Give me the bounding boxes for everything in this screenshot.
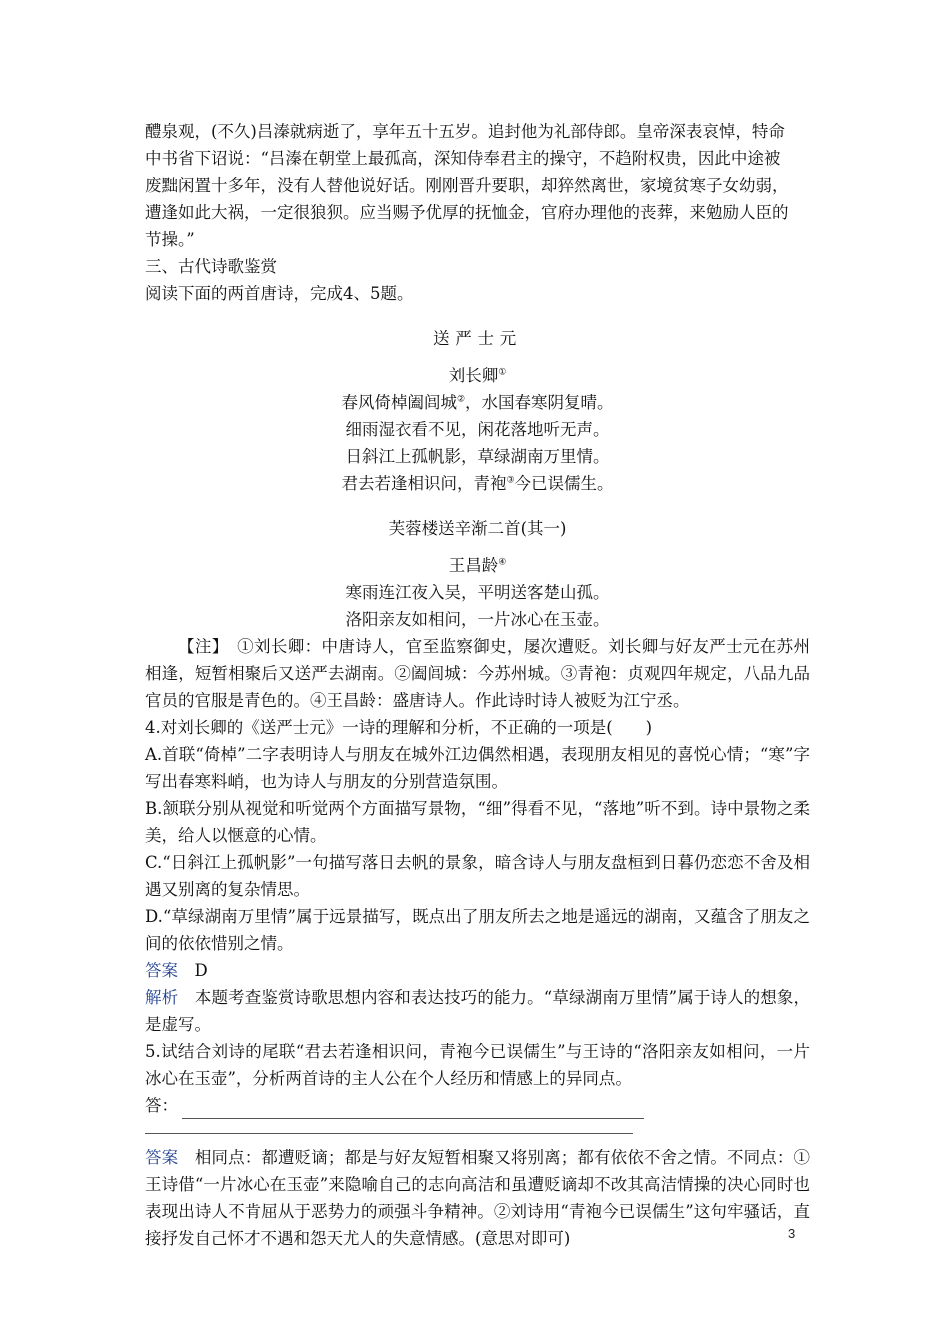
poem-2 xyxy=(145,515,810,633)
answer-blank-line[interactable] xyxy=(182,1102,644,1119)
question-4 xyxy=(145,714,810,1038)
footnote-marker: ③ xyxy=(506,475,515,486)
poem-1-line-2: 细雨湿衣看不见，闲花落地听无声。 xyxy=(345,420,610,439)
poem-2-line-2: 洛阳亲友如相问，一片冰心在玉壶。 xyxy=(345,610,610,629)
footnote-marker: ① xyxy=(498,367,507,378)
section-heading: 三、古代诗歌鉴赏 xyxy=(145,257,277,276)
notes-paragraph: 【注】 ①刘长卿：中唐诗人，官至监察御史，屡次遭贬。刘长卿与好友严士元在苏州相逢，短暂相聚后又送严去湖南。②阖闾城：今苏州城。③青袍：贞观四年规定，八品九品官员的官服是青色的。④王昌龄：盛唐诗人。作此诗时诗人被贬为江宁丞。 xyxy=(145,637,810,710)
question-5-answer xyxy=(145,1144,810,1252)
footnote-marker: ② xyxy=(456,394,466,405)
poem-text: 今已误儒生。 xyxy=(514,474,614,493)
question-4-stem: 4.对刘长卿的《送严士元》一诗的理解和分析，不正确的一项是( ) xyxy=(145,718,653,737)
answer-value: D xyxy=(194,961,208,980)
option-a: A.首联“倚棹”二字表明诗人与朋友在城外江边偶然相遇，表现朋友相见的喜悦心情；“寒”字写出春寒料峭，也为诗人与朋友的分别营造氛围。 xyxy=(145,745,810,791)
answer-prompt-row xyxy=(145,1092,810,1119)
poem-1-author xyxy=(145,362,810,389)
page-number: 3 xyxy=(788,1226,796,1241)
footnote-marker: ④ xyxy=(498,557,507,568)
question-5-stem: 5.试结合刘诗的尾联“君去若逢相识问，青袍今已误儒生”与王诗的“洛阳亲友如相问，一片冰心在玉壶”，分析两首诗的主人公在个人经历和情感上的异同点。 xyxy=(145,1042,810,1088)
option-c: C.“日斜江上孤帆影”一句描写落日去帆的景象，暗含诗人与朋友盘桓到日暮仍恋恋不舍及相遇又别离的复杂情思。 xyxy=(145,853,810,899)
answer-label: 答案 xyxy=(145,961,178,980)
poem-1-line-3: 日斜江上孤帆影，草绿湖南万里情。 xyxy=(345,447,610,466)
poem-1-author-name: 刘长卿 xyxy=(448,366,499,385)
continuation-paragraph xyxy=(145,118,810,253)
question-4-analysis xyxy=(145,984,810,1038)
question-5 xyxy=(145,1038,810,1252)
paragraph-line: 废黜闲置十多年，没有人替他说好话。刚刚晋升要职，却猝然离世，家境贫寒子女幼弱， xyxy=(145,176,789,195)
option-b: B.颔联分别从视觉和听觉两个方面描写景物，“细”得看不见，“落地”听不到。诗中景物之柔美，给人以惬意的心情。 xyxy=(145,799,810,845)
answer-blank-line-2[interactable] xyxy=(145,1133,633,1134)
analysis-text: 本题考查鉴赏诗歌思想内容和表达技巧的能力。“草绿湖南万里情”属于诗人的想象，是虚写。 xyxy=(145,988,811,1034)
poem-text: 君去若逢相识问，青袍 xyxy=(341,474,507,493)
analysis-label: 解析 xyxy=(145,988,179,1007)
poem-1 xyxy=(145,325,810,497)
poem-2-author-name: 王昌龄 xyxy=(448,556,499,575)
paragraph-line: 中书省下诏说：“吕溱在朝堂上最孤高，深知侍奉君主的操守，不趋附权贵，因此中途被 xyxy=(145,149,781,168)
question-4-answer xyxy=(145,957,810,984)
answer-label: 答案 xyxy=(145,1148,179,1167)
option-d: D.“草绿湖南万里情”属于远景描写，既点出了朋友所去之地是遥远的湖南，又蕴含了朋友之间的依依惜别之情。 xyxy=(145,907,810,953)
poem-text: ，水国春寒阴复晴。 xyxy=(465,393,614,412)
poem-2-title: 芙蓉楼送辛渐二首(其一) xyxy=(388,519,567,538)
poem-1-line-1 xyxy=(145,389,810,416)
poem-1-line-4 xyxy=(145,470,810,497)
page-content xyxy=(145,118,810,1252)
paragraph-line: 节操。” xyxy=(145,230,195,249)
poem-1-title: 送严士元 xyxy=(432,329,523,348)
instruction-text: 阅读下面的两首唐诗，完成4、5题。 xyxy=(145,284,414,303)
poem-2-line-1: 寒雨连江夜入吴，平明送客楚山孤。 xyxy=(345,583,610,602)
answer-prompt: 答： xyxy=(145,1096,178,1115)
poem-text: 春风倚棹阖闾城 xyxy=(341,393,457,412)
paragraph-line: 醴泉观，(不久)吕溱就病逝了，享年五十五岁。追封他为礼部侍郎。皇帝深表哀悼，特命 xyxy=(145,122,785,141)
poem-2-author xyxy=(145,552,810,579)
paragraph-line: 遭逢如此大祸，一定很狼狈。应当赐予优厚的抚恤金，官府办理他的丧葬，来勉励人臣的 xyxy=(145,203,789,222)
answer-text: 相同点：都遭贬谪；都是与好友短暂相聚又将别离；都有依依不舍之情。不同点：①王诗借“一片冰心在玉壶”来隐喻自己的志向高洁和虽遭贬谪却不改其高洁情操的决心同时也表现出诗人不肯屈从于恶势力的顽强斗争精神。②刘诗用“青袍今已误儒生”这句牢骚话，直接抒发自己怀才不遇和怨天尤人的失意情感。(意思对即可) xyxy=(145,1148,811,1248)
